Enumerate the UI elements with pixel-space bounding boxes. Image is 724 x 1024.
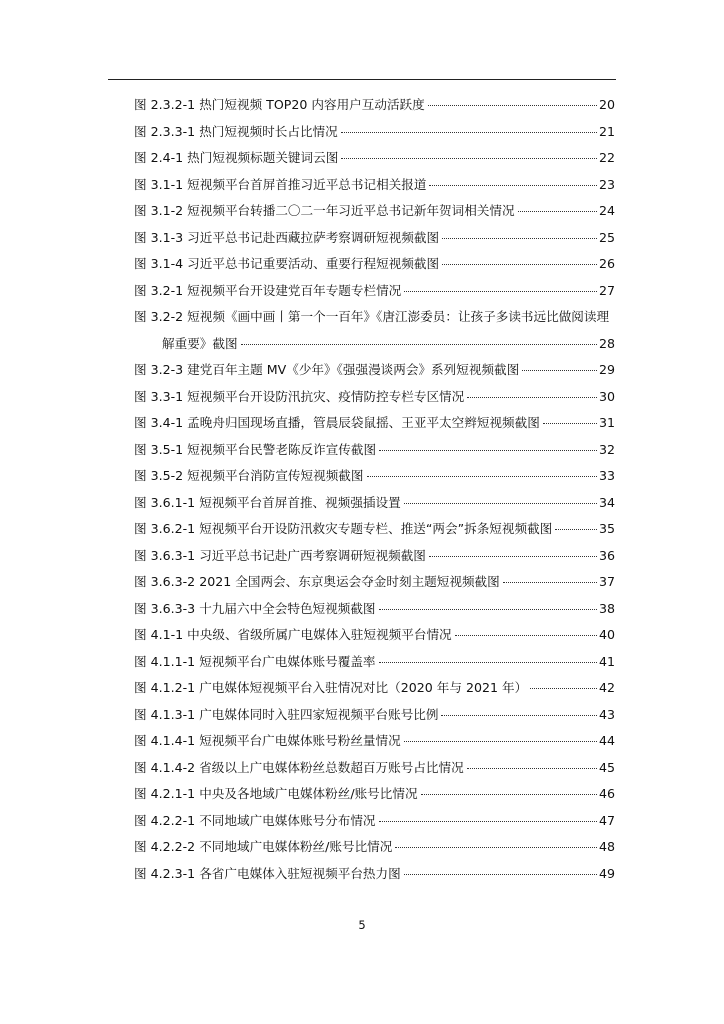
entry-page: 34 — [598, 494, 615, 510]
toc-entry[interactable] — [134, 755, 615, 782]
entry-label: 图 2.3.2-1 热门短视频 TOP20 内容用户互动活跃度 — [134, 97, 425, 112]
entry-page: 22 — [598, 150, 615, 165]
figure-list — [134, 92, 615, 887]
entry-page: 28 — [598, 335, 615, 351]
dot-leader — [442, 238, 597, 239]
entry-page: 26 — [598, 256, 615, 271]
entry-page: 48 — [598, 839, 615, 854]
entry-page: 36 — [598, 547, 615, 563]
dot-leader — [441, 715, 596, 716]
toc-entry[interactable] — [134, 463, 615, 490]
toc-entry[interactable] — [134, 622, 615, 649]
entry-label: 图 3.1-4 习近平总书记重要活动、重要行程短视频截图 — [134, 256, 440, 271]
dot-leader — [522, 370, 597, 371]
dot-leader — [455, 635, 597, 636]
dot-leader — [467, 768, 597, 769]
entry-label: 图 3.1-3 习近平总书记赴西藏拉萨考察调研短视频截图 — [134, 229, 440, 245]
entry-page: 47 — [598, 812, 615, 828]
entry-page: 32 — [598, 441, 615, 457]
toc-entry[interactable] — [134, 198, 615, 225]
dot-leader — [404, 874, 597, 875]
dot-leader — [467, 397, 597, 398]
dot-leader — [395, 847, 597, 848]
dot-leader — [404, 291, 597, 292]
entry-label: 图 3.2-3 建党百年主题 MV《少年》《强强漫谈两会》系列短视频截图 — [134, 362, 520, 377]
dot-leader — [429, 556, 597, 557]
dot-leader — [543, 423, 597, 424]
entry-page: 38 — [598, 600, 615, 616]
entry-page: 43 — [598, 706, 615, 722]
dot-leader — [429, 185, 597, 186]
entry-label: 图 4.2.2-1 不同地域广电媒体账号分布情况 — [134, 812, 376, 828]
dot-leader — [341, 132, 597, 133]
dot-leader — [404, 503, 597, 504]
toc-entry[interactable] — [134, 861, 615, 888]
entry-label: 图 4.2.1-1 中央及各地域广电媒体粉丝/账号比情况 — [134, 786, 418, 801]
entry-page: 20 — [598, 97, 615, 112]
entry-page: 46 — [598, 786, 615, 801]
entry-page: 30 — [598, 388, 615, 404]
entry-label: 图 2.4-1 热门短视频标题关键词云图 — [134, 150, 339, 165]
entry-label: 图 4.1-1 中央级、省级所属广电媒体入驻短视频平台情况 — [134, 627, 452, 642]
entry-label: 图 3.6.2-1 短视频平台开设防汛救灾专题专栏、推送“两会”拆条短视频截图 — [134, 521, 553, 536]
toc-entry[interactable] — [134, 410, 615, 437]
entry-label: 图 4.2.3-1 各省广电媒体入驻短视频平台热力图 — [134, 865, 401, 881]
entry-page: 25 — [598, 229, 615, 245]
entry-label: 图 4.1.3-1 广电媒体同时入驻四家短视频平台账号比例 — [134, 706, 439, 722]
entry-label: 图 3.1-2 短视频平台转播二〇二一年习近平总书记新年贺词相关情况 — [134, 203, 515, 218]
entry-label: 图 3.6.3-1 习近平总书记赴广西考察调研短视频截图 — [134, 547, 426, 563]
toc-entry-wrapped-line2[interactable] — [134, 331, 615, 358]
toc-entry[interactable] — [134, 490, 615, 517]
entry-label: 图 3.4-1 孟晚舟归国现场直播，管晨辰袋鼠摇、王亚平太空辫短视频截图 — [134, 415, 540, 430]
entry-label: 图 4.1.2-1 广电媒体短视频平台入驻情况对比（2020 年与 2021 年） — [134, 680, 528, 695]
entry-label-line1: 图 3.2-2 短视频《画中画丨第一个一百年》《唐江澎委员：让孩子多读书远比做阅读理 — [134, 309, 610, 324]
entry-page: 23 — [598, 176, 615, 192]
entry-label: 图 3.6.3-3 十九届六中全会特色短视频截图 — [134, 600, 376, 616]
toc-entry[interactable] — [134, 516, 615, 543]
page-number: 5 — [358, 918, 366, 932]
dot-leader — [379, 662, 597, 663]
toc-entry[interactable] — [134, 808, 615, 835]
header-rule — [108, 79, 616, 80]
dot-leader — [442, 264, 597, 265]
dot-leader — [518, 211, 597, 212]
dot-leader — [428, 105, 597, 106]
entry-page: 49 — [598, 865, 615, 881]
entry-label: 图 3.1-1 短视频平台首屏首推习近平总书记相关报道 — [134, 176, 427, 192]
entry-page: 27 — [598, 282, 615, 298]
toc-entry[interactable] — [134, 172, 615, 199]
toc-entry[interactable] — [134, 702, 615, 729]
dot-leader — [555, 529, 597, 530]
dot-leader — [379, 450, 597, 451]
toc-entry[interactable] — [134, 384, 615, 411]
dot-leader — [530, 688, 597, 689]
entry-page: 42 — [598, 680, 615, 695]
toc-entry-wrapped-line1[interactable] — [134, 304, 615, 331]
entry-label: 图 4.1.4-2 省级以上广电媒体粉丝总数超百万账号占比情况 — [134, 759, 464, 775]
toc-entry[interactable] — [134, 225, 615, 252]
toc-entry[interactable] — [134, 649, 615, 676]
entry-page: 21 — [598, 123, 615, 139]
entry-label: 图 3.2-1 短视频平台开设建党百年专题专栏情况 — [134, 282, 402, 298]
entry-page: 41 — [598, 653, 615, 669]
entry-page: 29 — [598, 362, 615, 377]
entry-label: 图 3.6.1-1 短视频平台首屏首推、视频强插设置 — [134, 494, 401, 510]
toc-entry[interactable] — [134, 251, 615, 278]
entry-label: 图 4.1.4-1 短视频平台广电媒体账号粉丝量情况 — [134, 733, 401, 748]
entry-page: 37 — [598, 574, 615, 589]
dot-leader — [404, 741, 597, 742]
dot-leader — [503, 582, 597, 583]
toc-entry[interactable] — [134, 781, 615, 808]
entry-page: 44 — [598, 733, 615, 748]
toc-entry[interactable] — [134, 834, 615, 861]
entry-page: 33 — [598, 468, 615, 483]
toc-entry[interactable] — [134, 596, 615, 623]
entry-label: 图 4.2.2-2 不同地域广电媒体粉丝/账号比情况 — [134, 839, 393, 854]
entry-label: 图 4.1.1-1 短视频平台广电媒体账号覆盖率 — [134, 653, 376, 669]
toc-entry[interactable] — [134, 92, 615, 119]
entry-page: 31 — [598, 415, 615, 430]
dot-leader — [379, 821, 597, 822]
toc-entry[interactable] — [134, 675, 615, 702]
toc-entry[interactable] — [134, 119, 615, 146]
toc-entry[interactable] — [134, 728, 615, 755]
toc-entry[interactable] — [134, 278, 615, 305]
toc-entry[interactable] — [134, 569, 615, 596]
entry-label-line2: 解重要》截图 — [162, 335, 238, 351]
toc-entry[interactable] — [134, 543, 615, 570]
dot-leader — [379, 609, 597, 610]
entry-page: 45 — [598, 759, 615, 775]
entry-label: 图 2.3.3-1 热门短视频时长占比情况 — [134, 123, 338, 139]
entry-label: 图 3.3-1 短视频平台开设防汛抗灾、疫情防控专栏专区情况 — [134, 388, 465, 404]
dot-leader — [341, 158, 597, 159]
toc-entry[interactable] — [134, 437, 615, 464]
dot-leader — [367, 476, 597, 477]
toc-entry[interactable] — [134, 145, 615, 172]
dot-leader — [241, 344, 597, 345]
entry-label: 图 3.5-1 短视频平台民警老陈反诈宣传截图 — [134, 441, 377, 457]
toc-entry[interactable] — [134, 357, 615, 384]
entry-label: 图 3.6.3-2 2021 全国两会、东京奥运会夺金时刻主题短视频截图 — [134, 574, 500, 589]
entry-page: 24 — [598, 203, 615, 218]
dot-leader — [421, 794, 597, 795]
entry-page: 35 — [598, 521, 615, 536]
entry-label: 图 3.5-2 短视频平台消防宣传短视频截图 — [134, 468, 364, 483]
entry-page: 40 — [598, 627, 615, 642]
